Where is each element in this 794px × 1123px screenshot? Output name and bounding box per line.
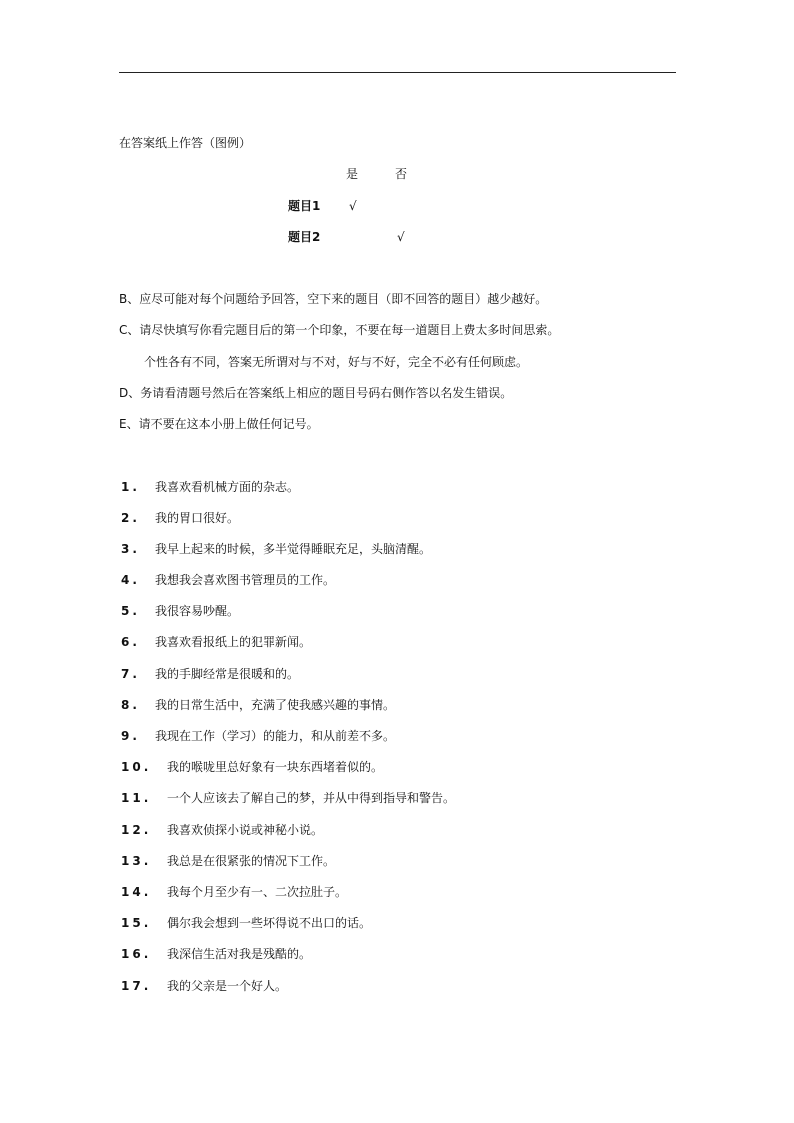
instruction-heading: 在答案纸上作答（图例） xyxy=(119,136,252,150)
question-text: 我的手脚经常是很暖和的。 xyxy=(155,667,300,681)
question-number: 9. xyxy=(121,729,140,743)
example-row2-label: 题目2 xyxy=(288,230,321,244)
question-text: 我的父亲是一个好人。 xyxy=(167,979,288,993)
question-number: 10. xyxy=(121,760,152,774)
question-number: 5. xyxy=(121,604,140,618)
note-e: E、请不要在这本小册上做任何记号。 xyxy=(119,417,319,431)
question-number: 13. xyxy=(121,854,152,868)
question-number: 16. xyxy=(121,947,152,961)
question-text: 我总是在很紧张的情况下工作。 xyxy=(167,854,336,868)
question-number: 6. xyxy=(121,635,140,649)
question-text: 偶尔我会想到一些坏得说不出口的话。 xyxy=(167,916,372,930)
question-text: 一个人应该去了解自己的梦，并从中得到指导和警告。 xyxy=(167,791,456,805)
question-text: 我很容易吵醒。 xyxy=(155,604,240,618)
question-number: 11. xyxy=(121,791,152,805)
question-number: 1. xyxy=(121,480,140,494)
question-text: 我喜欢侦探小说或神秘小说。 xyxy=(167,823,324,837)
question-text: 我的日常生活中，充满了使我感兴趣的事情。 xyxy=(155,698,396,712)
question-text: 我每个月至少有一、二次拉肚子。 xyxy=(167,885,348,899)
question-number: 2. xyxy=(121,511,140,525)
question-number: 14. xyxy=(121,885,152,899)
question-text: 我喜欢看机械方面的杂志。 xyxy=(155,480,300,494)
note-c: C、请尽快填写你看完题目后的第一个印象，不要在每一道题目上费太多时间思索。 xyxy=(119,323,560,337)
example-row2-check-icon: √ xyxy=(397,230,405,244)
question-number: 7. xyxy=(121,667,140,681)
note-d: D、务请看清题号然后在答案纸上相应的题目号码右侧作答以名发生错误。 xyxy=(119,386,513,400)
question-number: 17. xyxy=(121,979,152,993)
question-text: 我的喉咙里总好象有一块东西堵着似的。 xyxy=(167,760,384,774)
question-number: 12. xyxy=(121,823,152,837)
question-text: 我早上起来的时候，多半觉得睡眠充足，头脑清醒。 xyxy=(155,542,432,556)
note-c-continued: 个性各有不同，答案无所谓对与不对，好与不好，完全不必有任何顾虑。 xyxy=(144,355,529,369)
question-number: 15. xyxy=(121,916,152,930)
question-number: 8. xyxy=(121,698,140,712)
note-b: B、应尽可能对每个问题给予回答，空下来的题目（即不回答的题目）越少越好。 xyxy=(119,292,548,306)
example-row1-check-icon: √ xyxy=(349,199,357,213)
example-row1-label: 题目1 xyxy=(288,199,321,213)
question-text: 我喜欢看报纸上的犯罪新闻。 xyxy=(155,635,312,649)
example-col-no: 否 xyxy=(395,167,408,181)
question-number: 4. xyxy=(121,573,140,587)
question-text: 我想我会喜欢图书管理员的工作。 xyxy=(155,573,336,587)
question-number: 3. xyxy=(121,542,140,556)
header-rule xyxy=(119,72,676,73)
question-text: 我深信生活对我是残酷的。 xyxy=(167,947,312,961)
question-text: 我的胃口很好。 xyxy=(155,511,240,525)
example-col-yes: 是 xyxy=(346,167,359,181)
question-text: 我现在工作（学习）的能力，和从前差不多。 xyxy=(155,729,396,743)
